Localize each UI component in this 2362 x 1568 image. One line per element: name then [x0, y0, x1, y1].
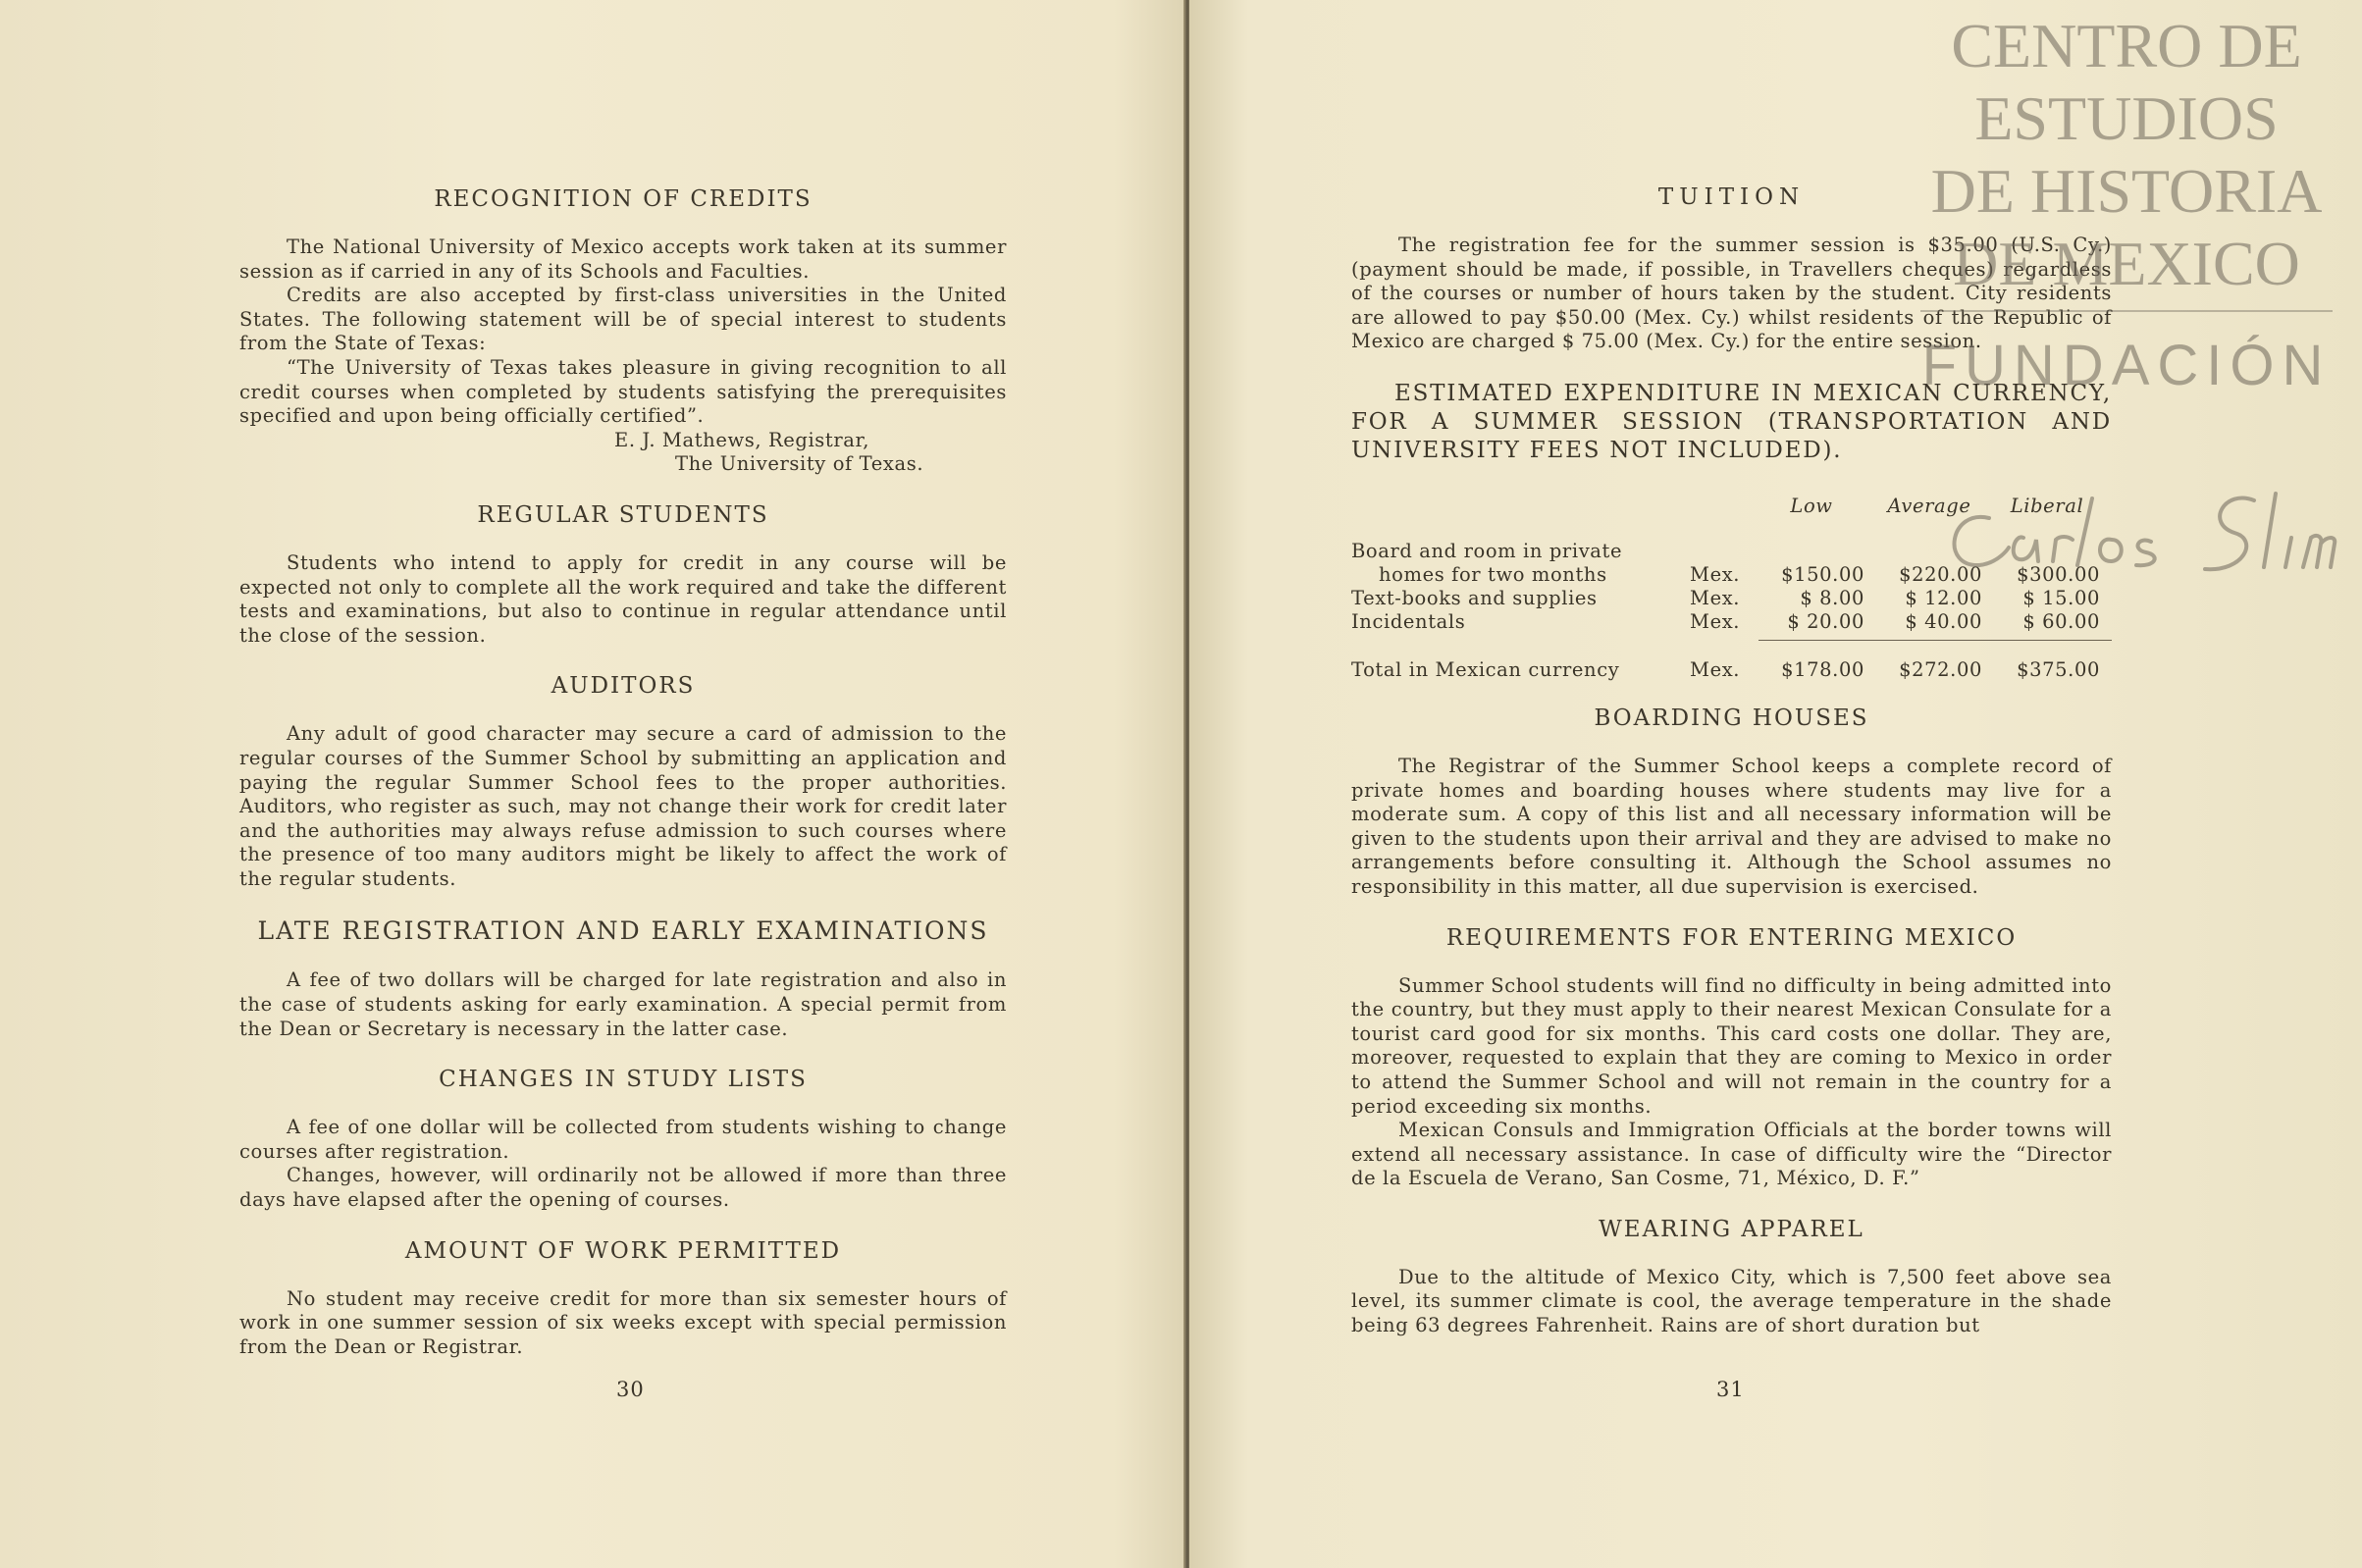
column-header: Average — [1887, 494, 1971, 517]
section-wearing-apparel — [1351, 1217, 2112, 1338]
currency-cell: Mex. — [1690, 657, 1741, 681]
section-auditors — [239, 673, 1007, 891]
section-heading: CHANGES IN STUDY LISTS — [439, 1067, 808, 1093]
paragraph: Changes, however, will ordinarily not be allowed if more than three days have elapsed after the opening of courses. — [239, 1164, 1007, 1212]
paragraph: No student may receive credit for more than six semester hours of work in one summer session of six weeks except with special permission from the Dean or Registrar. — [239, 1286, 1007, 1358]
section-boarding-houses — [1351, 706, 2112, 900]
signature-watermark-icon — [1930, 479, 2342, 587]
paragraph: Any adult of good character may secure a card of admission to the regular courses of the Summer School by submitting an application and paying the regular Summer School fees to the proper authorities. Auditors, who register as such, may not change their work for credit later and the authorities may always refuse admission to such courses where the presence of too many auditors might be likely to affect the work of the regular students. — [239, 722, 1007, 890]
page-number: 30 — [616, 1378, 645, 1401]
paragraph: Students who intend to apply for credit in any course will be expected not only to complete all the work required and take the different tests and examinations, but also to continue in regular attendance until the close of the session. — [239, 550, 1007, 647]
section-recognition-of-credits — [239, 186, 1007, 477]
paragraph: The National University of Mexico accepts work taken at its summer session as if carried in any of its Schools and Faculties. — [239, 235, 1007, 283]
low-total: $178.00 — [1781, 657, 1864, 681]
section-heading: WEARING APPAREL — [1599, 1216, 1864, 1242]
watermark-rule — [1920, 310, 2333, 312]
section-regular-students — [239, 502, 1007, 648]
section-requirements-entering-mexico — [1351, 925, 2112, 1191]
quote-paragraph: “The University of Texas takes pleasure in giving recognition to all credit courses when completed by students satisfying the prerequisites specified and upon being officially certified”. — [239, 355, 1007, 428]
column-header: Liberal — [2010, 494, 2084, 517]
column-header: Low — [1790, 494, 1833, 517]
paragraph: The Registrar of the Summer School keeps a complete record of private homes and boarding houses where students may live for a moderate sum. A copy of this list and all necessary information will be given to the students upon their arrival and they are advised to make no arrangements before consulting it. Although the School assumes no responsibility in this matter, all due supervision is exercised. — [1351, 754, 2112, 898]
paragraph: Summer School students will find no difficulty in being admitted into the country, but they must apply to their nearest Mexican Consulate for a tourist card good for six months. This card costs one dollar. They are, moreover, requested to explain that they are coming to Mexico in order to attend the Summer School and will not remain in the country for a period exceeding six months. — [1351, 973, 2112, 1118]
section-heading: REGULAR STUDENTS — [477, 501, 769, 528]
watermark-line: FUNDACIÓN — [1921, 334, 2332, 397]
watermark-line: ESTUDIOS — [1974, 83, 2279, 153]
liberal-cell: $ 60.00 — [2022, 609, 2100, 633]
currency-cell: Mex. — [1690, 562, 1741, 586]
liberal-cell: $ 15.00 — [2022, 586, 2100, 609]
section-heading: AMOUNT OF WORK PERMITTED — [404, 1237, 842, 1264]
registrar-signature — [239, 429, 1007, 477]
liberal-cell: $300.00 — [2017, 562, 2100, 586]
average-cell: $ 12.00 — [1905, 586, 1982, 609]
section-heading: LATE REGISTRATION AND EARLY EXAMINATIONS — [257, 916, 989, 946]
row-label: homes for two months — [1379, 562, 1607, 586]
low-cell: $150.00 — [1781, 562, 1864, 586]
section-heading: REQUIREMENTS FOR ENTERING MEXICO — [1445, 924, 2018, 951]
average-cell: $220.00 — [1899, 562, 1982, 586]
table-total-row — [1351, 640, 2112, 682]
watermark-line: DE HISTORIA — [1930, 156, 2323, 226]
section-heading: RECOGNITION OF CREDITS — [434, 186, 813, 212]
row-label: Board and room in private — [1351, 539, 1623, 562]
section-heading: TUITION — [1657, 184, 1806, 210]
table-row — [1351, 587, 2112, 610]
paragraph: A fee of two dollars will be charged for late registration and also in the case of students asking for early examination. A special permit from the Dean or Secretary is necessary in the latter case. — [239, 968, 1007, 1040]
currency-cell: Mex. — [1690, 586, 1741, 609]
section-amount-of-work — [239, 1238, 1007, 1360]
expenditure-heading: ESTIMATED EXPENDITURE IN MEXICAN CURRENCY, FOR A SUMMER SESSION (TRANSPORTATION AND UNIVERSITY FEES NOT INCLUDED). — [1351, 380, 2112, 463]
low-cell: $ 20.00 — [1787, 609, 1864, 633]
row-label: Text-books and supplies — [1351, 586, 1598, 609]
section-late-registration — [239, 916, 1007, 1041]
row-label: Incidentals — [1351, 609, 1466, 633]
total-label: Total in Mexican currency — [1351, 657, 1620, 681]
currency-cell: Mex. — [1690, 609, 1741, 633]
paragraph: Due to the altitude of Mexico City, which is 7,500 feet above sea level, its summer climate is cool, the average temperature in the shade being 63 degrees Fahrenheit. Rains are of short duration but — [1351, 1265, 2112, 1337]
average-total: $272.00 — [1899, 657, 1982, 681]
page-number: 31 — [1716, 1378, 1745, 1401]
paragraph: The registration fee for the summer session is $35.00 (U.S. Cy.) (payment should be made, if possible, in Travellers cheques) regardless of the courses or number of hours taken by the student. City residents are allowed to pay $50.00 (Mex. Cy.) whilst residents of the Republic of Mexico are charged $ 75.00 (Mex. Cy.) for the entire session. — [1351, 234, 2112, 353]
paragraph: Mexican Consuls and Immigration Officials at the border towns will extend all necessary assistance. In case of difficulty wire the “Director de la Escuela de Verano, San Cosme, 71, México, D. F.” — [1351, 1119, 2112, 1190]
watermark-line: CENTRO DE — [1951, 11, 2302, 80]
table-row — [1351, 610, 2112, 634]
signature-line: The University of Texas. — [675, 452, 924, 476]
archive-watermark — [1920, 10, 2333, 402]
paragraph: Credits are also accepted by first-class universities in the United States. The following statement will be of special interest to students from the State of Texas: — [239, 284, 1007, 355]
signature-line: E. J. Mathews, Registrar, — [614, 428, 870, 451]
section-changes-in-study-lists — [239, 1067, 1007, 1212]
watermark-line: DE MEXICO — [1953, 229, 2300, 298]
left-column — [239, 186, 1007, 1385]
liberal-total: $375.00 — [2017, 657, 2100, 681]
low-cell: $ 8.00 — [1800, 586, 1864, 609]
section-heading: AUDITORS — [551, 673, 696, 700]
paragraph: A fee of one dollar will be collected from students wishing to change courses after registration. — [239, 1116, 1007, 1163]
section-heading: BOARDING HOUSES — [1594, 705, 1869, 731]
average-cell: $ 40.00 — [1905, 609, 1982, 633]
